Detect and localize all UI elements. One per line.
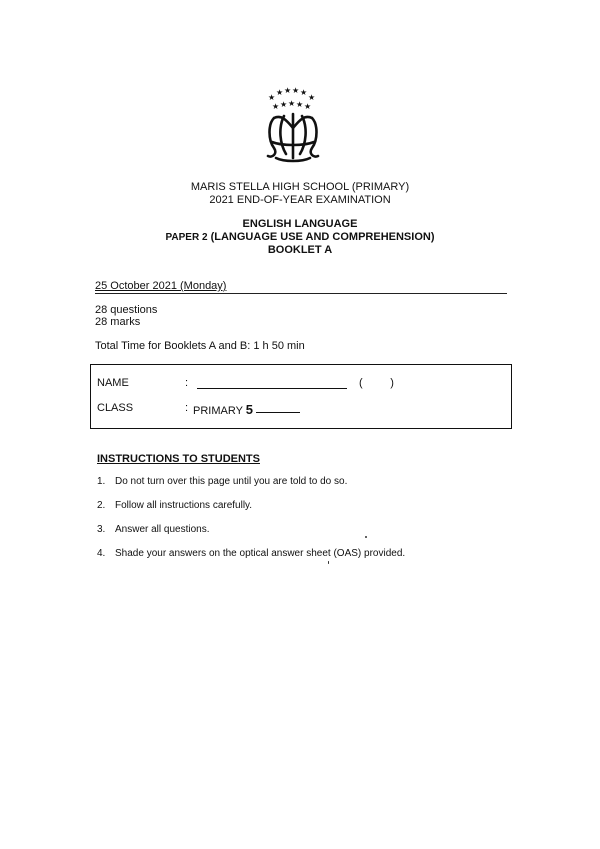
svg-text:★: ★: [292, 86, 300, 95]
class-prefix: PRIMARY: [193, 405, 243, 417]
scan-speck: [328, 561, 329, 564]
instructions-list: [97, 476, 405, 572]
list-item: 3. Answer all questions.: [97, 524, 210, 535]
exam-date-line: [95, 280, 507, 294]
class-colon: :: [185, 402, 189, 414]
svg-text:★: ★: [308, 93, 316, 102]
subject-title: ENGLISH LANGUAGE: [242, 218, 358, 230]
exam-date: 25 October 2021 (Monday): [95, 280, 227, 292]
list-item: 4. Shade your answers on the optical answer sheet (OAS) provided.: [97, 548, 406, 559]
scan-speck: [365, 536, 367, 538]
school-name: MARIS STELLA HIGH SCHOOL (PRIMARY): [190, 181, 410, 193]
svg-text:★: ★: [284, 86, 292, 95]
exam-title: 2021 END-OF-YEAR EXAMINATION: [209, 194, 391, 206]
list-item: 2. Follow all instructions carefully.: [97, 500, 253, 511]
svg-text:★: ★: [300, 88, 308, 97]
svg-text:★: ★: [296, 100, 304, 109]
paper-title: [0, 231, 600, 244]
svg-text:★: ★: [276, 88, 284, 97]
class-field[interactable]: [256, 412, 300, 413]
name-colon: :: [185, 377, 189, 389]
svg-text:★: ★: [280, 100, 288, 109]
school-header: [0, 181, 600, 207]
subject-header: [0, 218, 600, 257]
name-field[interactable]: [197, 388, 347, 389]
class-number: 5: [245, 402, 254, 417]
total-time: Total Time for Booklets A and B: 1 h 50 min: [95, 340, 305, 352]
paper-description: (LANGUAGE USE AND COMPREHENSION): [210, 231, 435, 243]
paper-prefix: PAPER 2: [165, 232, 208, 243]
name-label: NAME: [97, 377, 129, 389]
instructions-title: INSTRUCTIONS TO STUDENTS: [97, 453, 260, 465]
list-item: 1. Do not turn over this page until you are told to do so.: [97, 476, 348, 487]
class-label: CLASS: [97, 402, 134, 414]
question-count: 28 questions: [95, 304, 158, 316]
question-info: [95, 304, 157, 328]
svg-text:★: ★: [272, 102, 280, 111]
marks-count: 28 marks: [95, 316, 141, 328]
register-number-field[interactable]: ( ): [359, 377, 394, 389]
class-value: [193, 402, 300, 417]
svg-text:★: ★: [268, 93, 276, 102]
svg-text:★: ★: [304, 102, 312, 111]
school-crest-icon: [262, 84, 324, 166]
svg-text:★: ★: [288, 99, 296, 108]
student-details-box: [90, 364, 512, 429]
booklet-title: BOOKLET A: [267, 244, 333, 256]
